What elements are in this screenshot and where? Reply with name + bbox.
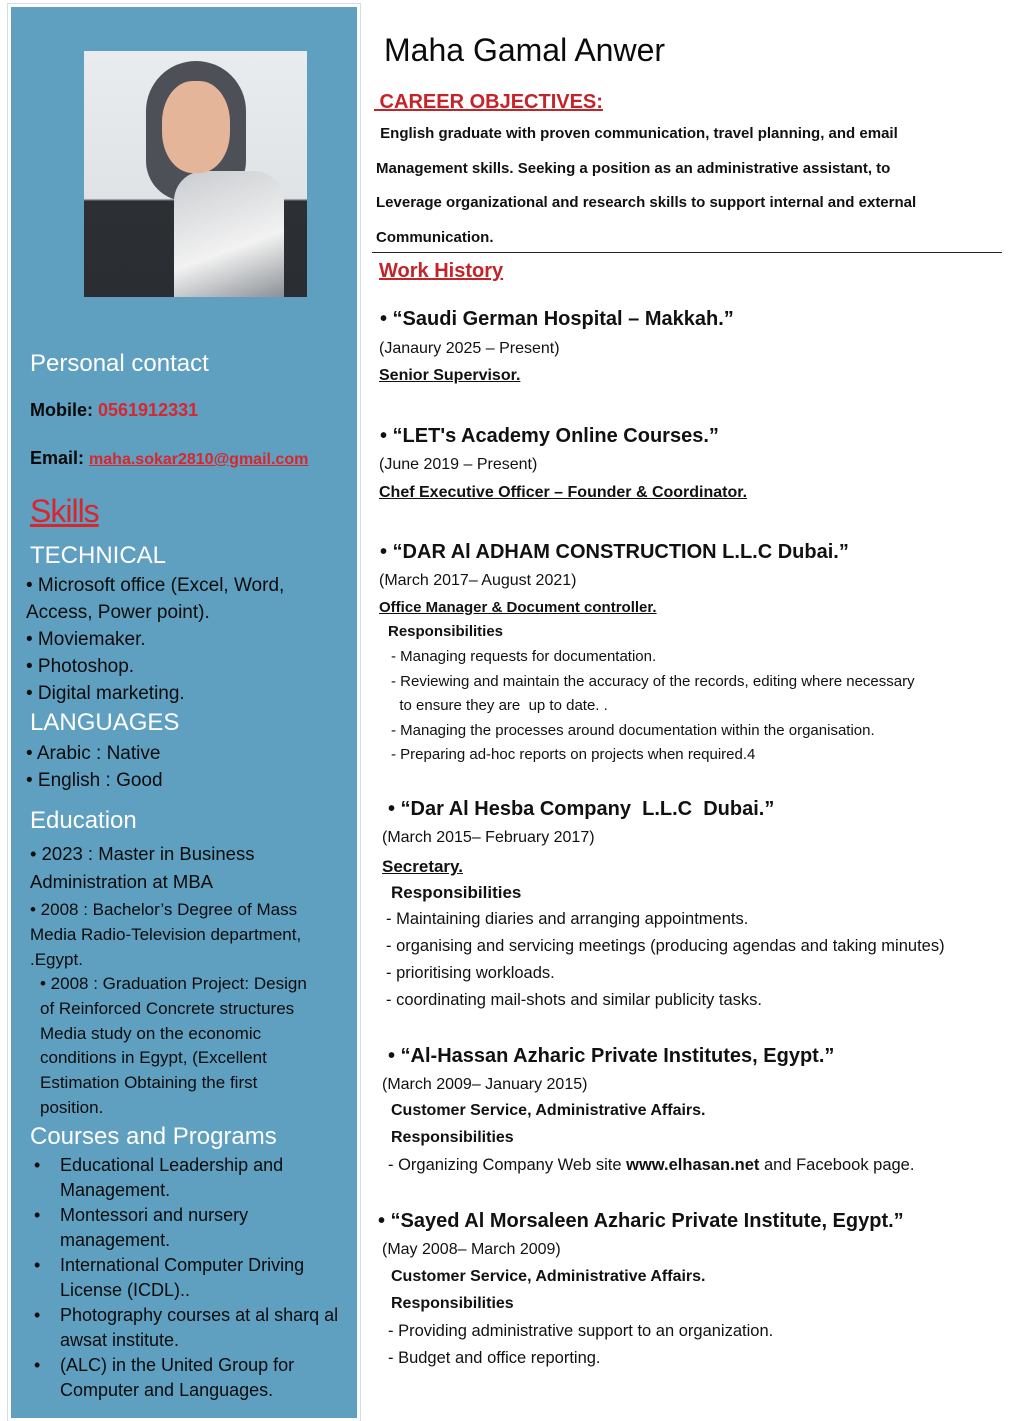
website-link[interactable]: www.elhasan.net xyxy=(626,1156,760,1174)
job-date: (Janaury 2025 – Present) xyxy=(379,340,560,357)
responsibilities-title: Responsibilities xyxy=(391,1129,514,1146)
education-title: Education xyxy=(30,807,137,834)
technical-list xyxy=(26,572,346,707)
responsibility-item: - Providing administrative support to an organization. xyxy=(388,1322,774,1340)
email-line xyxy=(30,448,308,469)
course-item: • Educational Leadership and Management. xyxy=(34,1153,344,1202)
job-date: (March 2015– February 2017) xyxy=(382,829,595,846)
courses-list xyxy=(34,1153,344,1403)
objective-line: Management skills. Seeking a position as an administrative assistant, to xyxy=(376,159,891,177)
responsibility-item: - Budget and office reporting. xyxy=(388,1349,601,1367)
course-item: • Photography courses at al sharq al awsat institute. xyxy=(34,1303,344,1352)
job-role: Senior Supervisor. xyxy=(379,367,521,384)
responsibility-item xyxy=(388,1153,1008,1178)
candidate-name: Maha Gamal Anwer xyxy=(384,32,666,68)
education-item xyxy=(30,840,350,896)
responsibilities-title: Responsibilities xyxy=(391,1295,514,1312)
profile-photo xyxy=(84,51,307,297)
course-item: • International Computer Driving License (ICDL).. xyxy=(34,1253,344,1302)
responsibility-item: - Preparing ad-hoc reports on projects when required.4 xyxy=(391,746,756,764)
languages-title: LANGUAGES xyxy=(30,709,180,736)
job-title: • “Al-Hassan Azharic Private Institutes, Egypt.” xyxy=(388,1045,835,1067)
email-label: Email: xyxy=(30,448,85,468)
technical-item: • Microsoft office (Excel, Word, xyxy=(26,575,285,596)
education-line: Administration at MBA xyxy=(30,871,214,892)
responsibility-text: and Facebook page. xyxy=(759,1156,915,1174)
responsibility-item: - Reviewing and maintain the accuracy of the records, editing where necessary xyxy=(391,672,915,690)
career-objectives-title: CAREER OBJECTIVES: xyxy=(374,91,603,113)
course-item: • Montessori and nursery management. xyxy=(34,1203,344,1252)
education-line: • 2008 : Graduation Project: Design xyxy=(40,974,307,993)
job-title: • “Dar Al Hesba Company L.L.C Dubai.” xyxy=(388,798,775,820)
education-line: • 2008 : Bachelor’s Degree of Mass xyxy=(30,900,298,919)
responsibility-item: - organising and servicing meetings (producing agendas and taking minutes) xyxy=(386,937,945,955)
responsibility-item: - Managing requests for documentation. xyxy=(391,648,657,665)
job-title: • “Sayed Al Morsaleen Azharic Private Institute, Egypt.” xyxy=(378,1210,904,1232)
responsibilities-title: Responsibilities xyxy=(388,623,504,640)
responsibility-item: - Managing the processes around documentation within the organisation. xyxy=(391,721,875,739)
responsibilities-list xyxy=(391,645,991,768)
job-role: Office Manager & Document controller. xyxy=(379,599,657,616)
education-line: Media Radio-Television department, xyxy=(30,925,302,944)
job-role: Chef Executive Officer – Founder & Coordinator. xyxy=(379,484,748,501)
mobile-line: Mobile: 0561912331 xyxy=(30,400,199,420)
job-title: • “Saudi German Hospital – Makkah.” xyxy=(380,308,734,330)
technical-item: Access, Power point). xyxy=(26,602,210,623)
job-role: Secretary. xyxy=(382,857,463,876)
objective-line: English graduate with proven communication, travel planning, and email xyxy=(376,125,898,142)
course-item: • (ALC) in the United Group for Computer and Languages. xyxy=(34,1353,344,1402)
education-line: Estimation Obtaining the first xyxy=(40,1073,258,1093)
photo-face xyxy=(162,81,230,173)
job-date: (May 2008– March 2009) xyxy=(382,1241,561,1258)
email-link[interactable]: maha.sokar2810@gmail.com xyxy=(89,451,309,468)
education-line: position. xyxy=(40,1097,104,1117)
language-item: • Arabic : Native xyxy=(26,743,161,764)
personal-contact-title: Personal contact xyxy=(30,350,209,377)
mobile-value: 0561912331 xyxy=(98,400,199,420)
mobile-label: Mobile xyxy=(30,400,87,420)
courses-title: Courses and Programs xyxy=(30,1123,277,1150)
job-title: • “LET's Academy Online Courses.” xyxy=(380,425,719,447)
language-item: • English : Good xyxy=(26,770,163,791)
languages-list xyxy=(26,740,346,794)
education-line: of Reinforced Concrete structures xyxy=(40,998,295,1018)
objective-line: Leverage organizational and research skills to support internal and external xyxy=(376,194,917,211)
responsibilities-list xyxy=(386,906,1006,1014)
responsibilities-title: Responsibilities xyxy=(391,883,522,902)
education-line: conditions in Egypt, (Excellent xyxy=(40,1048,267,1068)
responsibility-item: - Maintaining diaries and arranging appointments. xyxy=(386,910,749,928)
section-divider xyxy=(372,252,1002,253)
education-line: .Egypt. xyxy=(30,950,83,969)
responsibility-item: - prioritising workloads. xyxy=(386,964,555,982)
job-role: Customer Service, Administrative Affairs. xyxy=(391,1102,706,1119)
responsibility-text: - Organizing Company Web site xyxy=(388,1156,627,1174)
education-line: Media study on the economic xyxy=(40,1023,262,1043)
technical-title: TECHNICAL xyxy=(30,542,167,569)
photo-scarf xyxy=(174,171,284,297)
responsibility-item: to ensure they are up to date. . xyxy=(391,697,608,715)
education-item xyxy=(40,972,350,1121)
responsibilities-list xyxy=(388,1318,1008,1372)
job-date: (March 2009– January 2015) xyxy=(382,1076,588,1093)
job-title: • “DAR Al ADHAM CONSTRUCTION L.L.C Dubai.” xyxy=(380,541,849,563)
education-item xyxy=(30,897,350,972)
technical-item: • Digital marketing. xyxy=(26,683,185,704)
technical-item: • Photoshop. xyxy=(26,656,135,677)
responsibility-item: - coordinating mail-shots and similar publicity tasks. xyxy=(386,991,762,1009)
work-history-title: Work History xyxy=(379,260,504,282)
objective-line: Communication. xyxy=(376,228,494,246)
career-objective-text xyxy=(376,117,996,255)
job-date: (March 2017– August 2021) xyxy=(379,572,577,589)
job-role: Customer Service, Administrative Affairs. xyxy=(391,1268,706,1285)
education-line: • 2023 : Master in Business xyxy=(30,843,255,864)
technical-item: • Moviemaker. xyxy=(26,629,146,650)
job-date: (June 2019 – Present) xyxy=(379,456,538,473)
skills-title: Skills xyxy=(30,493,99,529)
